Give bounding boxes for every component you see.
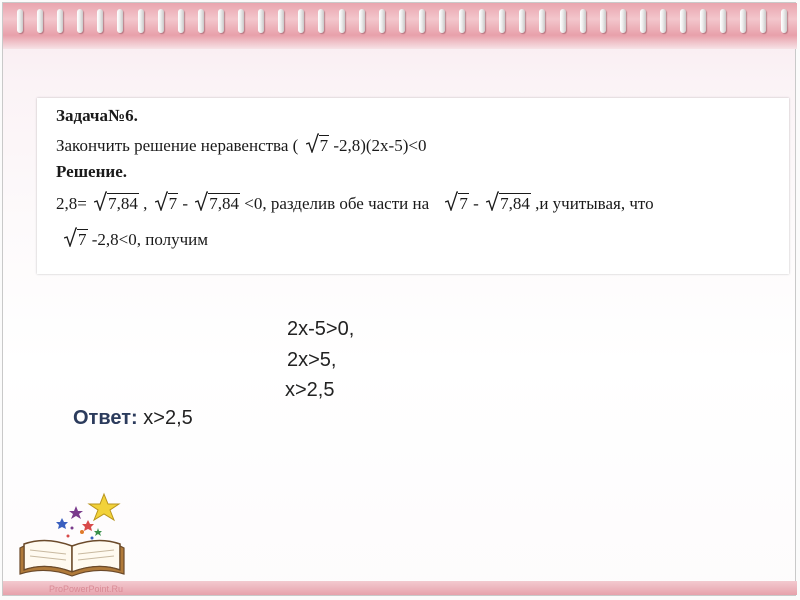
statement-prefix: Закончить решение неравенства ( [56, 136, 299, 155]
footer-watermark: ProPowerPoint.Ru [49, 584, 124, 594]
solution-step: x>2,5 [285, 379, 335, 401]
sqrt-expression: 7 [445, 194, 469, 214]
sqrt-expression: 7,84 [94, 194, 139, 214]
book-stars-icon [16, 492, 128, 578]
task-title: Задача№6. [56, 106, 138, 125]
statement-suffix: -2,8)(2x-5)<0 [333, 136, 427, 155]
answer-label: Ответ: [73, 407, 138, 429]
sqrt-expression: 7 [64, 230, 88, 250]
notebook-binding-band [3, 3, 797, 49]
bottom-band [3, 581, 797, 595]
solution-line-2: 7 -2,8<0, получим [61, 230, 208, 250]
task-statement [56, 136, 426, 156]
solution-step: 2x>5, [287, 349, 337, 371]
sqrt-expression: 7 [306, 136, 330, 156]
task-box [37, 98, 789, 274]
sqrt-expression: 7,84 [486, 194, 531, 214]
sqrt-expression: 7,84 [195, 194, 240, 214]
binding-rings [17, 9, 787, 35]
answer-value: x>2,5 [143, 407, 193, 429]
sqrt-expression: 7 [155, 194, 179, 214]
answer [73, 407, 193, 430]
solution-line-1: 2,8= 7,84 , 7 - 7,84 <0, разделив обе части на 7 - 7,84 ,и учитывая, что [56, 194, 654, 213]
solution-step: 2x-5>0, [287, 318, 355, 340]
solution-header: Решение. [56, 162, 127, 181]
